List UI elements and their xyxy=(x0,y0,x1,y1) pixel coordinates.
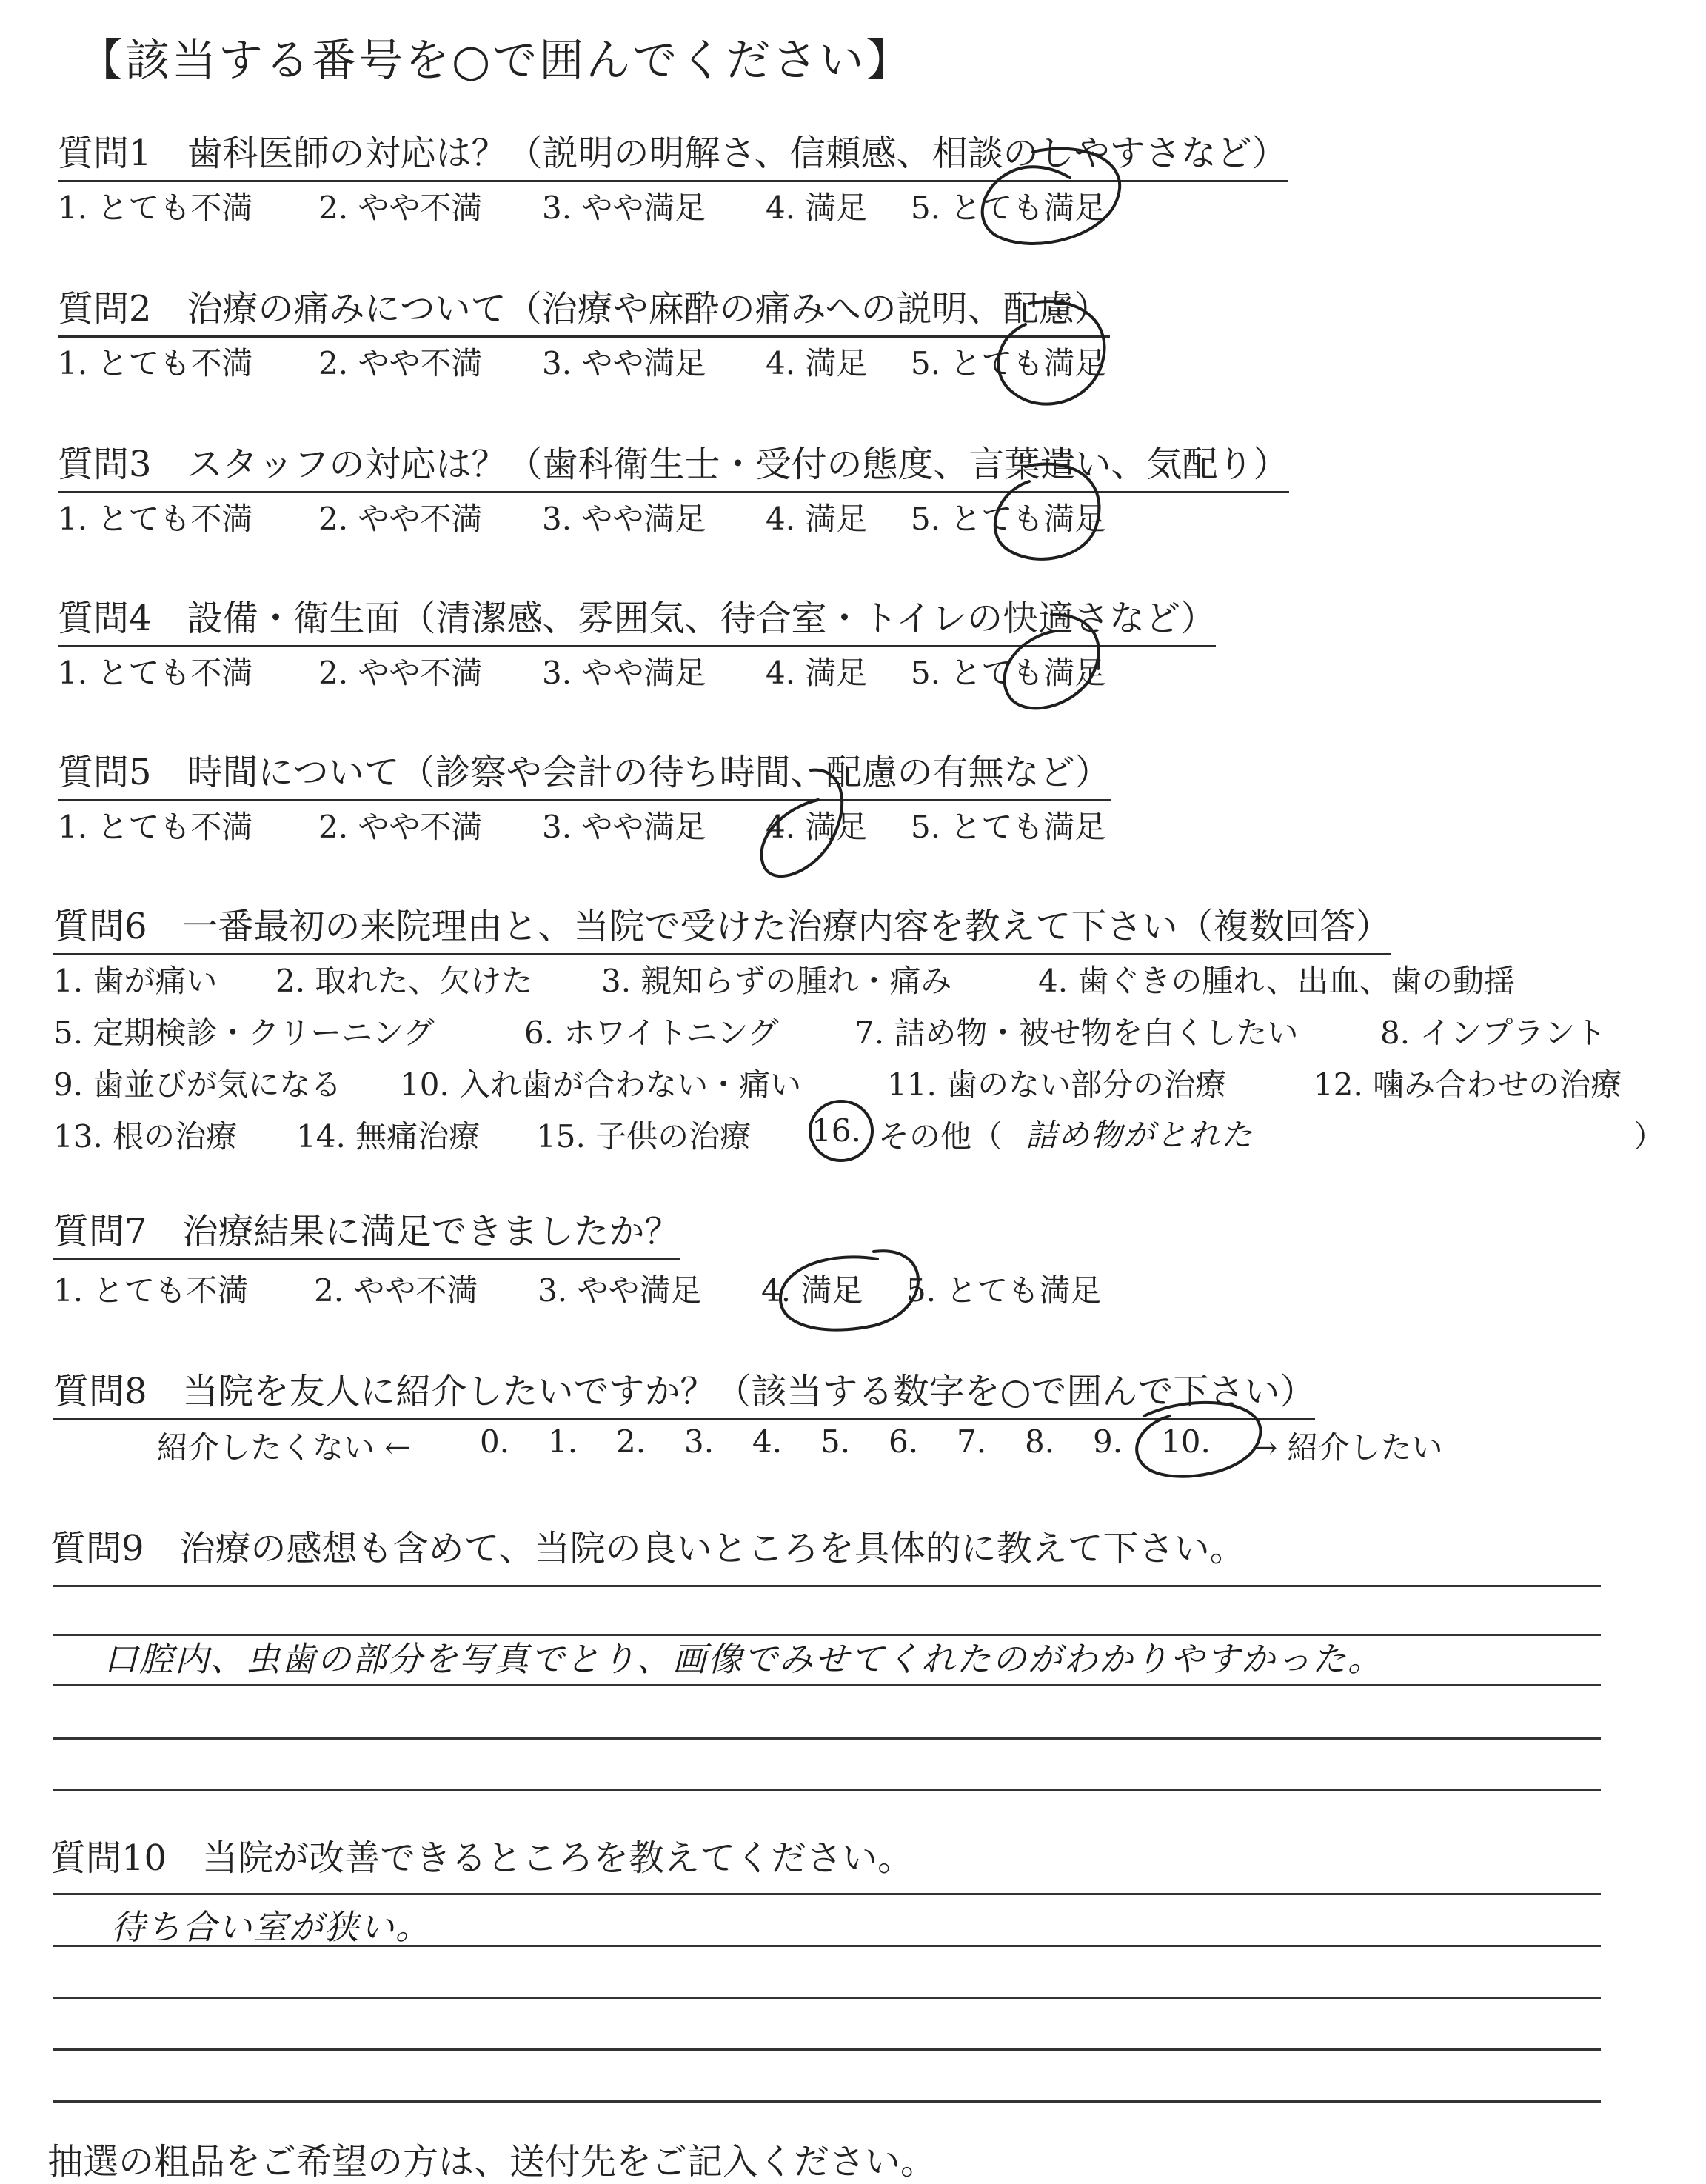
question-5-options xyxy=(58,803,1148,847)
q4-option-1[interactable]: 1. とても不満 xyxy=(58,655,253,691)
q4-option-3[interactable]: 3. やや満足 xyxy=(542,655,706,691)
q5-option-3[interactable]: 3. やや満足 xyxy=(542,809,706,845)
question-6-title: 質問6 一番最初の来院理由と、当院で受けた治療内容を教えて下さい（複数回答） xyxy=(53,898,1391,955)
q6-option-15[interactable]: 15. 子供の治療 xyxy=(536,1118,752,1155)
q3-option-3[interactable]: 3. やや満足 xyxy=(542,501,706,537)
q5-option-1[interactable]: 1. とても不満 xyxy=(58,809,253,845)
q6-option-13[interactable]: 13. 根の治療 xyxy=(53,1118,238,1155)
q6-option-14[interactable]: 14. 無痛治療 xyxy=(296,1118,481,1155)
q2-option-3[interactable]: 3. やや満足 xyxy=(542,345,706,381)
q2-option-5[interactable]: 5. とても満足 xyxy=(911,345,1106,381)
q6-option-5[interactable]: 5. 定期検診・クリーニング xyxy=(53,1015,435,1051)
question-6-row-4 xyxy=(53,1112,1665,1157)
q3-option-4[interactable]: 4. 満足 xyxy=(766,501,868,537)
q8-scale-1[interactable]: 1. xyxy=(548,1423,578,1460)
q6-option-10[interactable]: 10. 入れ歯が合わない・痛い xyxy=(400,1066,802,1103)
q1-option-1[interactable]: 1. とても不満 xyxy=(58,190,253,226)
q1-option-5[interactable]: 5. とても満足 xyxy=(911,190,1106,226)
q3-option-1[interactable]: 1. とても不満 xyxy=(58,501,253,537)
q8-scale-10[interactable]: 10. xyxy=(1161,1423,1211,1460)
q6-option-2[interactable]: 2. 取れた、欠けた xyxy=(275,963,533,999)
q6-option-1[interactable]: 1. 歯が痛い xyxy=(53,963,218,999)
q10-line-1 xyxy=(53,1893,1601,1895)
q4-option-5[interactable]: 5. とても満足 xyxy=(911,655,1106,691)
question-4-options xyxy=(58,649,1148,693)
q8-scale-5[interactable]: 5. xyxy=(820,1423,851,1460)
page-title: 【該当する番号を○で囲んでください】 xyxy=(78,35,913,87)
q8-scale-2[interactable]: 2. xyxy=(616,1423,646,1460)
question-10-title: 質問10 当院が改善できるところを教えてください。 xyxy=(50,1837,914,1879)
q10-line-4 xyxy=(53,2048,1601,2051)
question-5-title: 質問5 時間について（診察や会計の待ち時間、配慮の有無など） xyxy=(58,744,1111,801)
q9-line-3 xyxy=(53,1684,1601,1686)
q7-option-5[interactable]: 5. とても満足 xyxy=(906,1272,1102,1309)
q8-scale-0[interactable]: 0. xyxy=(480,1423,510,1460)
question-7-options xyxy=(53,1266,1143,1311)
q10-handwritten-answer[interactable]: 待ち合い室が狭い。 xyxy=(111,1907,431,1947)
q1-option-2[interactable]: 2. やや不満 xyxy=(318,190,483,226)
q8-left-label: 紹介したくない ← xyxy=(157,1429,411,1466)
question-8-scale xyxy=(157,1423,1443,1468)
footer-note: 抽選の粗品をご希望の方は、送付先をご記入ください。 xyxy=(47,2141,937,2183)
q4-option-2[interactable]: 2. やや不満 xyxy=(318,655,483,691)
question-6-row-2 xyxy=(53,1009,1606,1053)
q3-option-5[interactable]: 5. とても満足 xyxy=(911,501,1106,537)
q9-line-5 xyxy=(53,1789,1601,1791)
question-6-row-3 xyxy=(53,1061,1622,1105)
q8-scale-3[interactable]: 3. xyxy=(684,1423,715,1460)
q6-option-9[interactable]: 9. 歯並びが気になる xyxy=(53,1066,342,1103)
question-3-title: 質問3 スタッフの対応は？（歯科衛生士・受付の態度、言葉遣い、気配り） xyxy=(58,435,1289,493)
q9-line-1 xyxy=(53,1585,1601,1587)
q8-scale-9[interactable]: 9. xyxy=(1093,1423,1123,1460)
q6-option-4[interactable]: 4. 歯ぐきの腫れ、出血、歯の動揺 xyxy=(1038,963,1515,999)
q6-other-handwritten: 詰め物がとれた xyxy=(1026,1117,1254,1153)
q2-option-4[interactable]: 4. 満足 xyxy=(766,345,868,381)
q7-option-4[interactable]: 4. 満足 xyxy=(761,1272,863,1309)
q10-line-3 xyxy=(53,1997,1601,1999)
q6-other-label: その他（ xyxy=(878,1118,1003,1155)
q5-option-2[interactable]: 2. やや不満 xyxy=(318,809,483,845)
question-8-title: 質問8 当院を友人に紹介したいですか？（該当する数字を○で囲んで下さい） xyxy=(53,1363,1315,1420)
q6-option-6[interactable]: 6. ホワイトニング xyxy=(524,1015,779,1051)
q8-scale-7[interactable]: 7. xyxy=(957,1423,987,1460)
q2-option-1[interactable]: 1. とても不満 xyxy=(58,345,253,381)
q7-option-1[interactable]: 1. とても不満 xyxy=(53,1272,249,1309)
q1-option-3[interactable]: 3. やや満足 xyxy=(542,190,706,226)
q6-option-3[interactable]: 3. 親知らずの腫れ・痛み xyxy=(601,963,952,999)
q8-scale-8[interactable]: 8. xyxy=(1025,1423,1055,1460)
q7-option-3[interactable]: 3. やや満足 xyxy=(538,1272,702,1309)
q6-option-7[interactable]: 7. 詰め物・被せ物を白くしたい xyxy=(854,1015,1299,1051)
q4-option-4[interactable]: 4. 満足 xyxy=(766,655,868,691)
question-2-options xyxy=(58,339,1148,384)
q1-option-4[interactable]: 4. 満足 xyxy=(766,190,868,226)
q8-right-label: → 紹介したい xyxy=(1251,1429,1443,1466)
q7-option-2[interactable]: 2. やや不満 xyxy=(314,1272,478,1309)
question-6-row-1 xyxy=(53,957,1515,1001)
question-3-options xyxy=(58,495,1148,539)
q9-line-4 xyxy=(53,1737,1601,1740)
q8-scale-6[interactable]: 6. xyxy=(889,1423,919,1460)
q9-handwritten-answer[interactable]: 口腔内、虫歯の部分を写真でとり、画像でみせてくれたのがわかりやすかった。 xyxy=(104,1639,1383,1679)
question-7-title: 質問7 治療結果に満足できましたか？ xyxy=(53,1203,680,1260)
q6-option-8[interactable]: 8. インプラント xyxy=(1380,1015,1607,1051)
question-1-options xyxy=(58,184,1148,228)
q2-option-2[interactable]: 2. やや不満 xyxy=(318,345,483,381)
q10-line-5 xyxy=(53,2100,1601,2103)
question-1-title: 質問1 歯科医師の対応は？（説明の明解さ、信頼感、相談のしやすさなど） xyxy=(58,124,1288,182)
q6-other-close: ） xyxy=(1633,1118,1665,1155)
question-9-title: 質問9 治療の感想も含めて、当院の良いところを具体的に教えて下さい。 xyxy=(50,1528,1245,1569)
question-4-title: 質問4 設備・衛生面（清潔感、雰囲気、待合室・トイレの快適さなど） xyxy=(58,590,1216,647)
q5-option-4[interactable]: 4. 満足 xyxy=(766,809,868,845)
q6-option-16[interactable]: 16. xyxy=(812,1112,861,1149)
q6-option-12[interactable]: 12. 噛み合わせの治療 xyxy=(1314,1066,1622,1103)
question-2-title: 質問2 治療の痛みについて（治療や麻酔の痛みへの説明、配慮） xyxy=(58,280,1110,338)
q3-option-2[interactable]: 2. やや不満 xyxy=(318,501,483,537)
q8-scale-4[interactable]: 4. xyxy=(752,1423,783,1460)
q5-option-5[interactable]: 5. とても満足 xyxy=(911,809,1106,845)
q6-option-11[interactable]: 11. 歯のない部分の治療 xyxy=(887,1066,1227,1103)
